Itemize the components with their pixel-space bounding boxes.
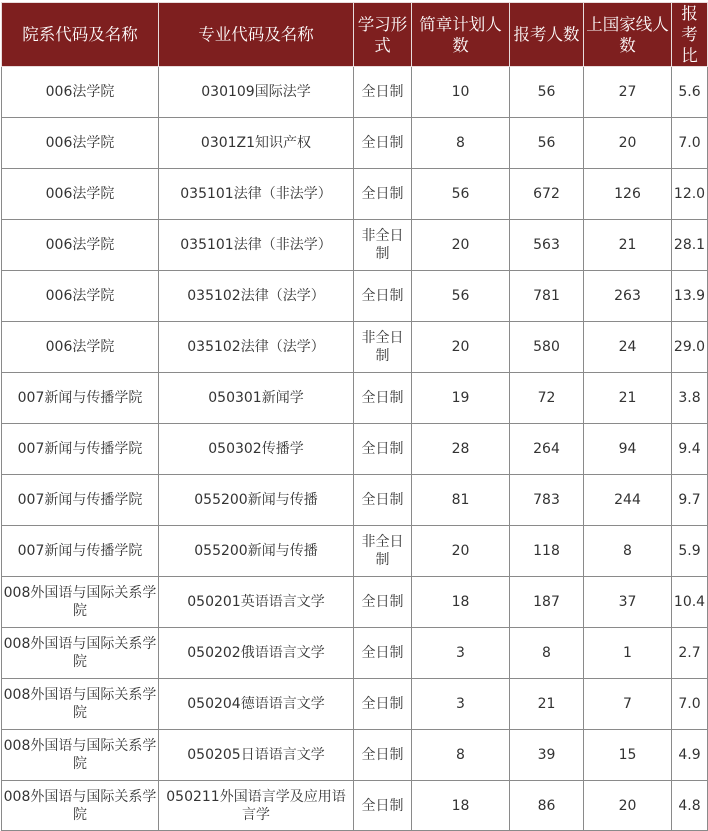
study-mode-cell: 非全日制 — [354, 322, 412, 373]
major-cell: 055200新闻与传播 — [159, 475, 354, 526]
above-line-cell: 7 — [584, 679, 672, 730]
study-mode-cell: 全日制 — [354, 271, 412, 322]
table-row — [2, 475, 708, 526]
ratio-cell: 7.0 — [672, 679, 708, 730]
table-row — [2, 322, 708, 373]
above-line-cell: 20 — [584, 781, 672, 831]
ratio-cell: 4.8 — [672, 781, 708, 831]
major-cell: 050202俄语语言文学 — [159, 628, 354, 679]
header-applicants: 报考人数 — [510, 3, 584, 67]
table-row — [2, 730, 708, 781]
planned-quota-cell: 18 — [412, 781, 510, 831]
major-cell: 0301Z1知识产权 — [159, 118, 354, 169]
applicants-cell: 783 — [510, 475, 584, 526]
department-cell: 006法学院 — [2, 271, 159, 322]
department-cell: 007新闻与传播学院 — [2, 373, 159, 424]
department-cell: 008外国语与国际关系学院 — [2, 781, 159, 831]
header-study-mode: 学习形式 — [354, 3, 412, 67]
applicants-cell: 672 — [510, 169, 584, 220]
major-cell: 050201英语语言文学 — [159, 577, 354, 628]
table-row — [2, 679, 708, 730]
above-line-cell: 24 — [584, 322, 672, 373]
planned-quota-cell: 19 — [412, 373, 510, 424]
ratio-cell: 29.0 — [672, 322, 708, 373]
department-cell: 007新闻与传播学院 — [2, 424, 159, 475]
ratio-cell: 2.7 — [672, 628, 708, 679]
planned-quota-cell: 18 — [412, 577, 510, 628]
above-line-cell: 126 — [584, 169, 672, 220]
major-cell: 050204德语语言文学 — [159, 679, 354, 730]
applicants-cell: 86 — [510, 781, 584, 831]
table-row — [2, 526, 708, 577]
planned-quota-cell: 20 — [412, 220, 510, 271]
applicants-cell: 56 — [510, 118, 584, 169]
department-cell: 008外国语与国际关系学院 — [2, 730, 159, 781]
study-mode-cell: 全日制 — [354, 679, 412, 730]
applicants-cell: 72 — [510, 373, 584, 424]
ratio-cell: 13.9 — [672, 271, 708, 322]
department-cell: 006法学院 — [2, 322, 159, 373]
major-cell: 035102法律（法学） — [159, 322, 354, 373]
major-cell: 035102法律（法学） — [159, 271, 354, 322]
department-cell: 008外国语与国际关系学院 — [2, 628, 159, 679]
planned-quota-cell: 3 — [412, 628, 510, 679]
study-mode-cell: 全日制 — [354, 577, 412, 628]
ratio-cell: 4.9 — [672, 730, 708, 781]
planned-quota-cell: 3 — [412, 679, 510, 730]
above-line-cell: 27 — [584, 67, 672, 118]
table-row — [2, 628, 708, 679]
department-cell: 006法学院 — [2, 169, 159, 220]
planned-quota-cell: 8 — [412, 730, 510, 781]
applicants-cell: 21 — [510, 679, 584, 730]
ratio-cell: 10.4 — [672, 577, 708, 628]
above-line-cell: 20 — [584, 118, 672, 169]
department-cell: 006法学院 — [2, 118, 159, 169]
department-cell: 008外国语与国际关系学院 — [2, 679, 159, 730]
ratio-cell: 12.0 — [672, 169, 708, 220]
applicants-cell: 8 — [510, 628, 584, 679]
planned-quota-cell: 56 — [412, 271, 510, 322]
major-cell: 030109国际法学 — [159, 67, 354, 118]
planned-quota-cell: 81 — [412, 475, 510, 526]
study-mode-cell: 全日制 — [354, 781, 412, 831]
ratio-cell: 28.1 — [672, 220, 708, 271]
table-header — [2, 3, 708, 67]
applicants-cell: 264 — [510, 424, 584, 475]
department-cell: 006法学院 — [2, 67, 159, 118]
study-mode-cell: 全日制 — [354, 475, 412, 526]
applicants-cell: 563 — [510, 220, 584, 271]
applicants-cell: 56 — [510, 67, 584, 118]
above-line-cell: 8 — [584, 526, 672, 577]
planned-quota-cell: 10 — [412, 67, 510, 118]
major-cell: 055200新闻与传播 — [159, 526, 354, 577]
ratio-cell: 5.6 — [672, 67, 708, 118]
table-row — [2, 373, 708, 424]
major-cell: 050205日语语言文学 — [159, 730, 354, 781]
header-department: 院系代码及名称 — [2, 3, 159, 67]
table-row — [2, 424, 708, 475]
table-row — [2, 169, 708, 220]
study-mode-cell: 全日制 — [354, 628, 412, 679]
study-mode-cell: 全日制 — [354, 169, 412, 220]
above-line-cell: 263 — [584, 271, 672, 322]
above-line-cell: 94 — [584, 424, 672, 475]
table-row — [2, 271, 708, 322]
above-line-cell: 244 — [584, 475, 672, 526]
study-mode-cell: 非全日制 — [354, 526, 412, 577]
table-body — [2, 67, 708, 831]
header-application-ratio: 报考比 — [672, 3, 708, 67]
table-row — [2, 67, 708, 118]
department-cell: 007新闻与传播学院 — [2, 526, 159, 577]
study-mode-cell: 全日制 — [354, 67, 412, 118]
study-mode-cell: 全日制 — [354, 730, 412, 781]
ratio-cell: 7.0 — [672, 118, 708, 169]
study-mode-cell: 全日制 — [354, 424, 412, 475]
department-cell: 007新闻与传播学院 — [2, 475, 159, 526]
applicants-cell: 39 — [510, 730, 584, 781]
admission-statistics-table — [1, 2, 708, 831]
applicants-cell: 187 — [510, 577, 584, 628]
planned-quota-cell: 28 — [412, 424, 510, 475]
table-row — [2, 220, 708, 271]
department-cell: 006法学院 — [2, 220, 159, 271]
header-row — [2, 3, 708, 67]
header-major: 专业代码及名称 — [159, 3, 354, 67]
planned-quota-cell: 20 — [412, 322, 510, 373]
study-mode-cell: 全日制 — [354, 373, 412, 424]
above-line-cell: 21 — [584, 373, 672, 424]
above-line-cell: 21 — [584, 220, 672, 271]
applicants-cell: 781 — [510, 271, 584, 322]
ratio-cell: 3.8 — [672, 373, 708, 424]
planned-quota-cell: 56 — [412, 169, 510, 220]
major-cell: 050211外国语言学及应用语言学 — [159, 781, 354, 831]
study-mode-cell: 非全日制 — [354, 220, 412, 271]
table-row — [2, 577, 708, 628]
header-above-national-line: 上国家线人数 — [584, 3, 672, 67]
major-cell: 035101法律（非法学） — [159, 169, 354, 220]
ratio-cell: 5.9 — [672, 526, 708, 577]
major-cell: 050301新闻学 — [159, 373, 354, 424]
planned-quota-cell: 20 — [412, 526, 510, 577]
applicants-cell: 580 — [510, 322, 584, 373]
above-line-cell: 1 — [584, 628, 672, 679]
table-row — [2, 781, 708, 831]
above-line-cell: 15 — [584, 730, 672, 781]
study-mode-cell: 全日制 — [354, 118, 412, 169]
planned-quota-cell: 8 — [412, 118, 510, 169]
ratio-cell: 9.4 — [672, 424, 708, 475]
above-line-cell: 37 — [584, 577, 672, 628]
major-cell: 050302传播学 — [159, 424, 354, 475]
applicants-cell: 118 — [510, 526, 584, 577]
header-planned-quota: 简章计划人数 — [412, 3, 510, 67]
department-cell: 008外国语与国际关系学院 — [2, 577, 159, 628]
ratio-cell: 9.7 — [672, 475, 708, 526]
table-row — [2, 118, 708, 169]
major-cell: 035101法律（非法学） — [159, 220, 354, 271]
